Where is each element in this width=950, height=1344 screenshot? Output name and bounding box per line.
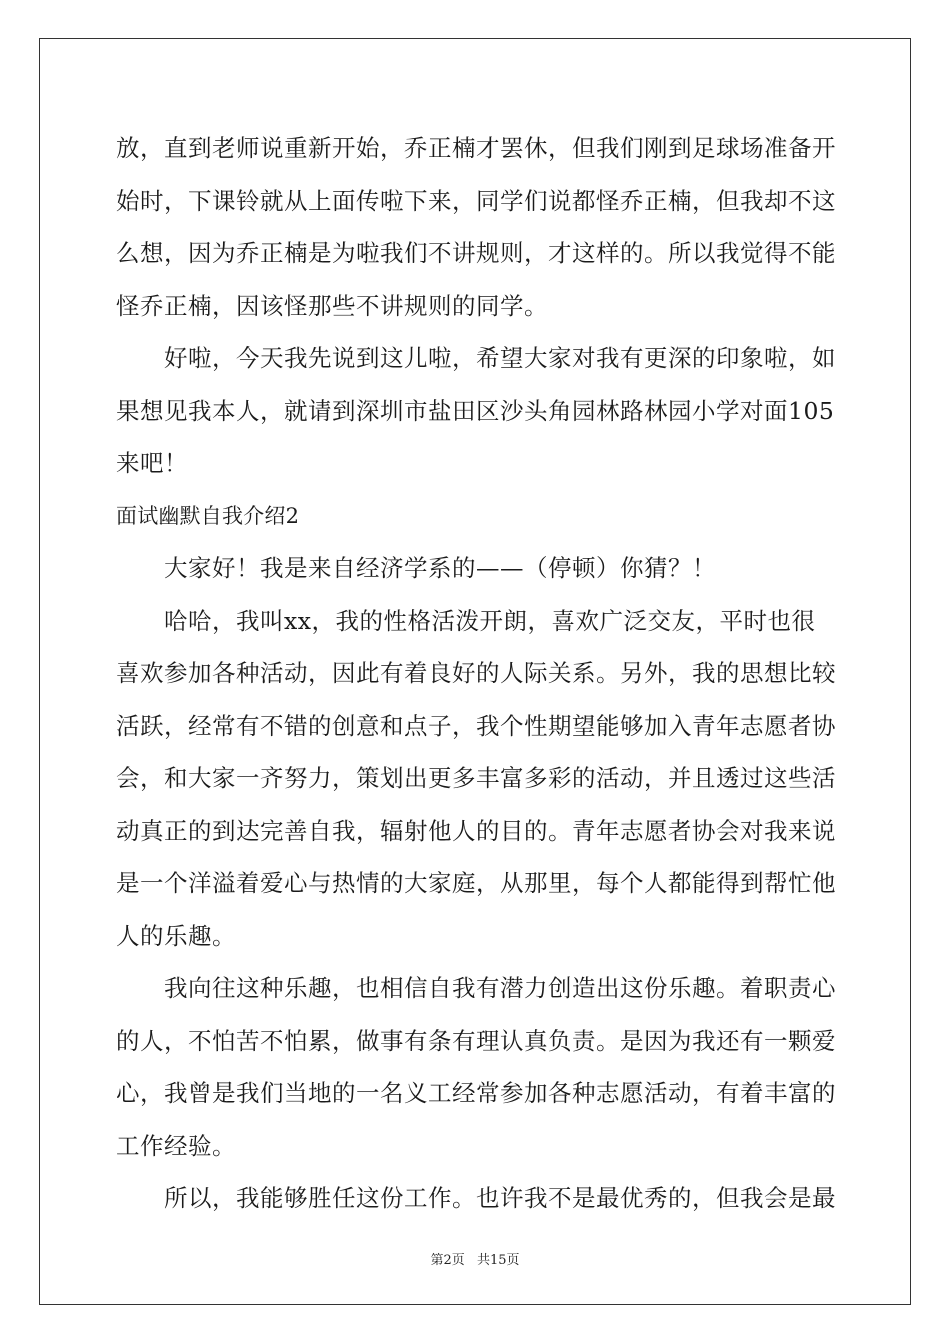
page-total: 共15页 [476,1253,520,1268]
text-line: 人的乐趣。 [116,921,236,950]
page-number: 第2页 [430,1253,465,1268]
text-line: 所以，我能够胜任这份工作。也许我不是最优秀的，但我会是最 [164,1184,836,1212]
text-line: 是一个洋溢着爱心与热情的大家庭，从那里，每个人都能得到帮忙他 [116,869,836,897]
text-line: 我向往这种乐趣，也相信自我有潜力创造出这份乐趣。着职责心 [164,974,836,1002]
paragraph [116,122,838,332]
heading-text: 面试幽默自我介绍2 [116,503,300,528]
text-line: 放，直到老师说重新开始，乔正楠才罢休，但我们刚到足球场准备开 [116,134,836,162]
text-line: 始时，下课铃就从上面传啦下来，同学们说都怪乔正楠，但我却不这 [116,186,836,215]
paragraph [116,332,838,490]
paragraph [116,962,838,1172]
section-heading [116,490,838,543]
text-line: 的人，不怕苦不怕累，做事有条有理认真负责。是因为我还有一颗爱 [116,1026,836,1055]
paragraph [116,1172,838,1225]
paragraph [116,595,838,963]
text-line: 哈哈，我叫xx，我的性格活泼开朗，喜欢广泛交友，平时也很 [164,606,816,635]
text-line: 动真正的到达完善自我，辐射他人的目的。青年志愿者协会对我来说 [116,816,836,845]
text-line: 果想见我本人，就请到深圳市盐田区沙头角园林路林园小学对面105 [116,396,835,425]
text-line: 活跃，经常有不错的创意和点子，我个性期望能够加入青年志愿者协 [116,711,836,740]
text-line: 么想，因为乔正楠是为啦我们不讲规则，才这样的。所以我觉得不能 [116,239,836,267]
text-line: 大家好！我是来自经济学系的——（停顿）你猜？！ [164,554,716,582]
text-line: 喜欢参加各种活动，因此有着良好的人际关系。另外，我的思想比较 [116,659,836,687]
text-line: 会，和大家一齐努力，策划出更多丰富多彩的活动，并且透过这些活 [116,764,836,792]
text-line: 工作经验。 [116,1131,236,1160]
document-body [116,122,838,1225]
text-line: 怪乔正楠，因该怪那些不讲规则的同学。 [116,291,548,320]
text-line: 来吧！ [116,449,188,477]
text-line: 好啦，今天我先说到这儿啦，希望大家对我有更深的印象啦，如 [164,344,836,372]
page-footer [0,1249,950,1268]
paragraph [116,542,838,595]
text-line: 心，我曾是我们当地的一名义工经常参加各种志愿活动，有着丰富的 [116,1079,836,1107]
